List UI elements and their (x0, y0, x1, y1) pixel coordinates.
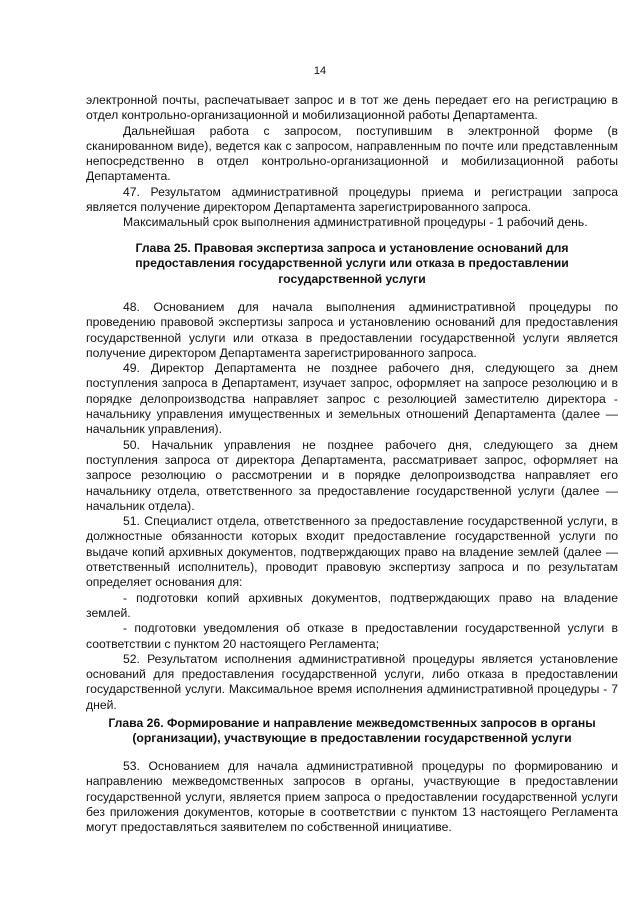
paragraph: 48. Основанием для начала выполнения административной процедуры по проведению правовой экспертизы запроса и установлению оснований для предоставления государственной услуги или отказа в предоставлении государственной услуги является получение директором Департамента зарегистрированного запроса. (86, 300, 618, 360)
list-item: - подготовки уведомления об отказе в предоставлении государственной услуги в соответствии с пунктом 20 настоящего Регламента; (86, 621, 618, 651)
paragraph: 49. Директор Департамента не позднее рабочего дня, следующего за днем поступления запроса в Департамент, изучает запрос, оформляет на запросе резолюцию и в порядке делопроизводства направляет запрос с резолюцией заместителю директора - начальнику управления имущественных и земельных отношений Департамента (далее — начальник управления). (86, 361, 618, 437)
text-block-3 (86, 759, 618, 835)
text-block-2 (86, 300, 618, 713)
paragraph: электронной почты, распечатывает запрос и в тот же день передает его на регистрацию в отдел контрольно-организационной и мобилизационной работы Департамента. (86, 93, 618, 123)
list-item: - подготовки копий архивных документов, подтверждающих право на владение землей. (86, 590, 618, 620)
paragraph: 51. Специалист отдела, ответственного за предоставление государственной услуги, в должностные обязанности которых входит предоставление государственной услуги по выдаче копий архивных документов, подтверждающих право на владение землей (далее — ответственный исполнитель), проводит правовую экспертизу запроса и по результатам определяет основания для: (86, 514, 618, 590)
paragraph: 52. Результатом исполнения административной процедуры является установление оснований для предоставления государственной услуги, либо отказа в предоставлении государственной услуги. Максимальное время исполнения административной процедуры - 7 дней. (86, 651, 618, 712)
page-number: 14 (313, 65, 327, 77)
text-block-1 (86, 93, 618, 231)
paragraph: Дальнейшая работа с запросом, поступившим в электронной форме (в сканированном виде), ведется как с запросом, направленным по почте или представленным непосредственно в отдел контрольно-организационной и мобилизационной работы Департамента. (86, 123, 618, 184)
paragraph: 50. Начальник управления не позднее рабочего дня, следующего за днем поступления запроса от директора Департамента, рассматривает запрос, оформляет на запросе резолюцию о рассмотрении и в порядке делопроизводства направляет его начальнику отдела, ответственного за предоставление государственной услуги (далее — начальник отдела). (86, 437, 618, 513)
chapter-heading: Глава 25. Правовая экспертиза запроса и установление оснований для предоставления государственной услуги или отказа в предоставлении государственной услуги (135, 241, 569, 286)
chapter-26-heading-block (86, 716, 618, 747)
paragraph: 53. Основанием для начала административной процедуры по формированию и направлению межведомственных запросов в органы, участвующие в предоставлении государственной услуги, является прием запроса о предоставлении государственной услуги без приложения документов, которые в соответствии с пунктом 13 настоящего Регламента могут предоставляться заявителем по собственной инициативе. (86, 759, 618, 835)
paragraph: 47. Результатом административной процедуры приема и регистрации запроса является получение директором Департамента зарегистрированного запроса. (86, 184, 618, 215)
chapter-heading: Глава 26. Формирование и направление межведомственных запросов в органы (организации), участвующие в предоставлении государственной услуги (108, 716, 596, 746)
chapter-25-heading-block (86, 241, 618, 287)
paragraph: Максимальный срок выполнения административной процедуры - 1 рабочий день. (123, 215, 588, 230)
